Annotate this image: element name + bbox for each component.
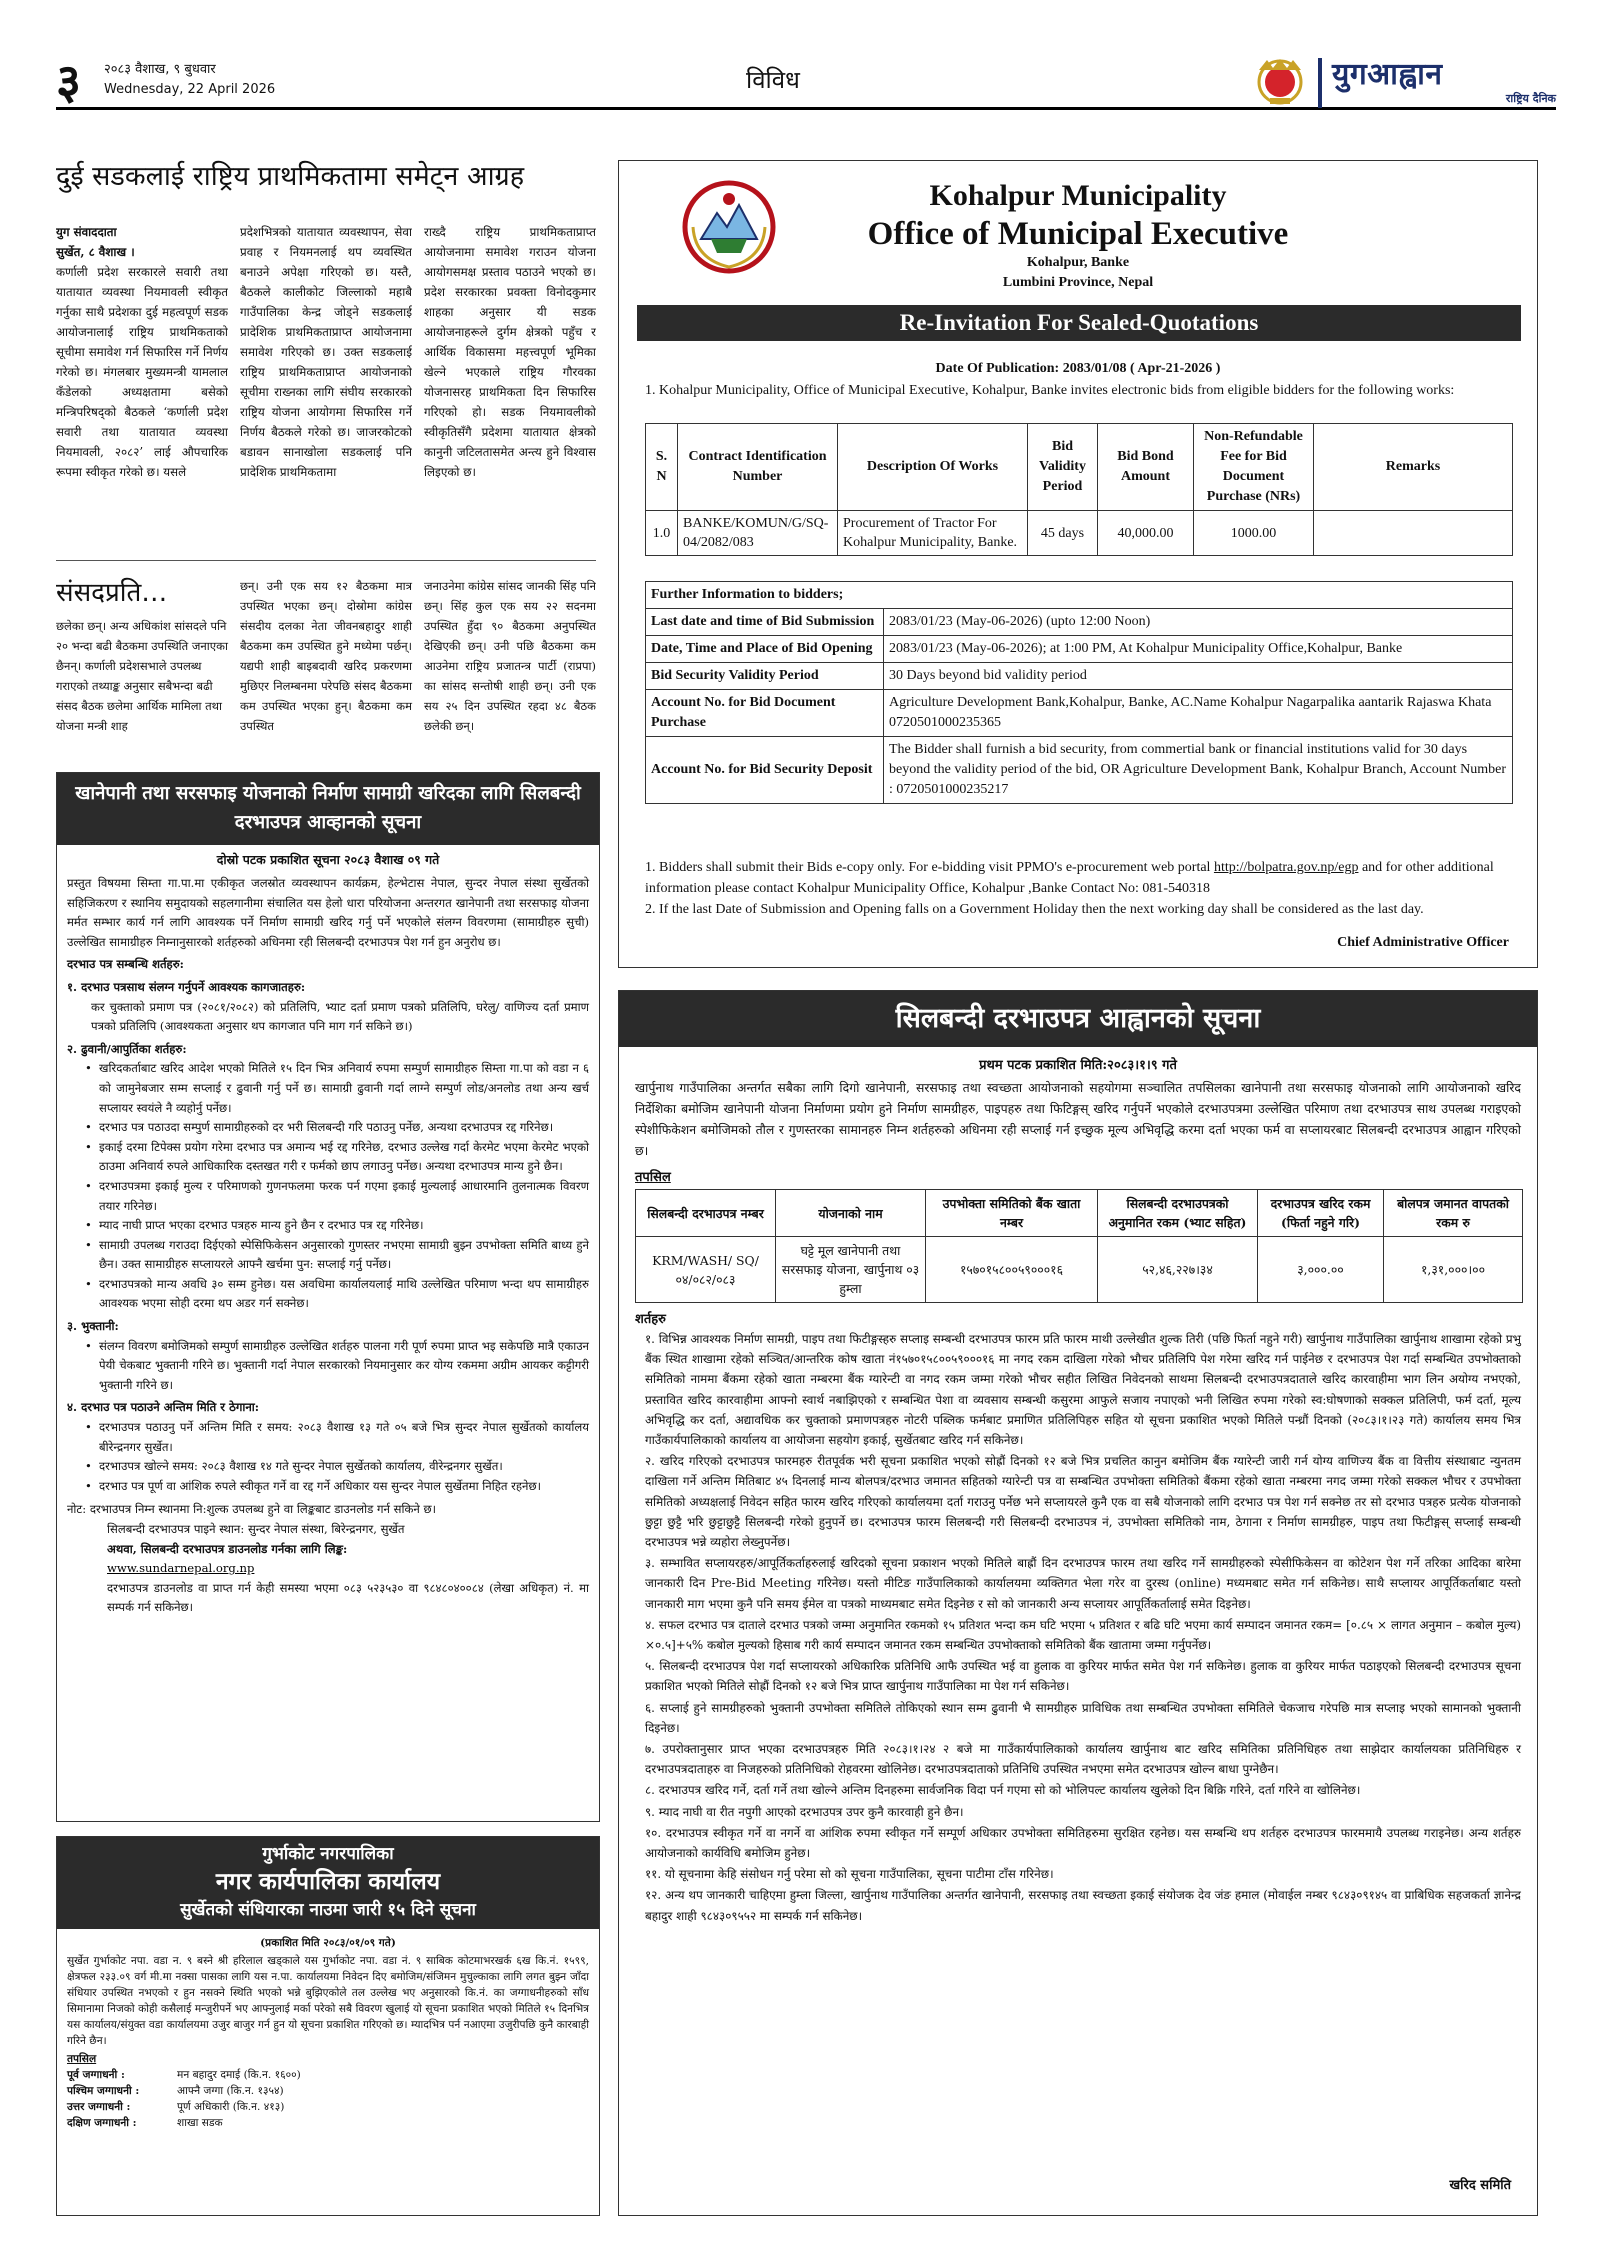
condition-item: ४. सफल दरभाउ पत्र दाताले दरभाउ पत्रको जम्मा अनुमानित रकमको १५ प्रतिशत भन्दा कम घटि भएमा ५ प्रतिशत र बढि घटि भएमा कार्य सम्पादन जमानत रकम= [०.८५ × लागत अनुमान – कबोल मुल्य) ×०.५]+५% कबोल मुल्यको हिसाब गरी कार्य सम्पादन जमानत रकम सम्बन्धित उपभोक्ताको समितिको बैंक खातामा जम्मा गर्नुपर्नेछ। <box>645 1617 1521 1653</box>
notice-intro: प्रस्तुत विषयमा सिम्ता गा.पा.मा एकीकृत जलस्रोत व्यवस्थापन कार्यक्रम, हेल्भेटास नेपाल, सुन्दर नेपाल संस्था सुर्खेतको सहिजिकरण र स्थानिय समुदायको सहलगानीमा संचालित यस हेलो धारा परियोजना अन्तरगत खानेपानी तथा सरसफाइ योजना मर्मत सम्भार कार्य गर्न लागि आवश्यक पर्ने निर्माण सामाग्री खरिद गर्नु पर्ने भएकोले संलग्न विवरणमा (सामाग्रीहरु सुची) उल्लेखित सामाग्रीहरु निम्नानुसारको शर्तहरुको अधिनमा रही सिलबन्दी दरभाउपत्र पेश गर्न हुन अनुरोध छ। <box>67 876 589 949</box>
table-cell: Further Information to bidders; <box>646 582 1513 609</box>
news-article <box>56 222 596 552</box>
info-key: Account No. for Bid Security Deposit <box>646 737 884 804</box>
signatory: खरिद समिति <box>1449 2178 1511 2193</box>
kohalpur-notice <box>618 160 1538 968</box>
boundary-value: मन बहादुर दमाई (कि.न. १६००) <box>177 2069 301 2081</box>
municipality-title: Kohalpur Municipality <box>929 179 1227 212</box>
column-header: बोलपत्र जमानत वापतको रकम रु <box>1384 1190 1523 1237</box>
info-value: The Bidder shall furnish a bid security, from commertial bank or financial institutions valid for 30 days beyond the validity period of the bid, OR Agriculture Development Bank, Kohalpur Branch, Account Number : 0720501000235217 <box>884 737 1513 804</box>
list-item: • दरभाउ पत्र पूर्ण वा आंशिक रुपले स्वीकृत गर्ने वा रद्द गर्ने अधिकार यस सुन्दर नेपाल सुर्खेतमा निहित रहनेछ। <box>67 1477 589 1497</box>
tapsil-label: तपसिल <box>635 1170 671 1185</box>
boundary-value: शाखा सडक <box>177 2117 223 2129</box>
news-article-continued <box>56 576 596 760</box>
notice-text: सुर्खेत गुर्भाकोट नपा. वडा न. ९ बस्ने श्री हरिलाल खड्काले यस गुर्भाकोट नपा. वडा नं. ९ साबिक कोटमाभरखर्क ६ख कि.नं. १५९९, क्षेत्रफल २३३.०९ वर्ग मी.मा नक्सा पासका लागि यस न.पा. कार्यालयमा निवेदन दिए बमोजिम/संजिमन मुचुल्काका लागि लगत बुझ्न जाँदा संधियार उपस्थित नभएको र हुन नसक्ने स्थिति भएको भन्ने बुझिएकोले तल उल्लेख भए अनुसारको कि.नं. का जग्गाधनीहरुको साँध सिमानामा निजको कोही कसैलाई मन्जुरीपर्ने भए आफ्नुलाई मर्का परेको सबै विवरण खुलाई यो सूचना प्रकाशित भएको मितिले १५ दिनभित्र यस कार्यालय/संयुक्त वडा कार्यालयमा उजुर बाजुर गर्न हुन यो सूचना प्रकाशित गरिएको छ। म्यादभित्र पर्न नआएमा उजुरीपछि कुनै कारबाही गरिने छैन। <box>67 1955 589 2047</box>
table-row <box>646 663 1513 690</box>
notice-title: Re-Invitation For Sealed-Quotations <box>637 305 1521 341</box>
table-header-row <box>636 1190 1523 1237</box>
notice-note: नोट: दरभाउपत्र निम्न स्थानमा नि:शुल्क उपलब्ध हुने वा लिङ्कबाट डाउनलोड गर्न सकिने छ। <box>67 1502 436 1517</box>
newspaper-masthead <box>1318 58 1556 108</box>
list-item: • दरभाउ पत्र पठाउदा सम्पुर्ण सामाग्रीहरुको दर भरी सिलबन्दी गरि पठाउनु पर्नेछ, अन्यथा दरभाउपत्र रद्द गरिनेछ। <box>67 1118 589 1138</box>
list-item: • संलग्न विवरण बमोजिमको सम्पुर्ण सामाग्रीहरु उल्लेखित शर्तहरु पालना गरी पूर्ण रुपमा प्राप्त भइ सकेपछि मात्रै एकाउन पेयी चेकबाट भुक्तानी गरिने छ। भुक्तानी गर्दा नेपाल सरकारको नियमानुसार कर योग्य रकममा अग्रीम आयकर कट्टीगरी भुक्तानी गरिने छ। <box>67 1337 589 1396</box>
list-item: • इकाई दरमा टिपेक्स प्रयोग गरेमा दरभाउ पत्र अमान्य भई रद्द गरिनेछ, दरभाउ उल्लेख गर्दा केरमेट भएमा केरमेट भएको ठाउमा अनिवार्य रुपले आधिकारिक दस्तखत गरी र फर्मको छाप लगाउनु पर्नेछ। अन्यथा दरभाउपत्र मान्य हुने छैन। <box>67 1138 589 1177</box>
news-column-2: छन्। उनी एक सय १२ बैठकमा मात्र उपस्थित भएका छन्। दोस्रोमा कांग्रेस संसदीय दलका नेता जीवनबहादुर शाही बैठकमा कम उपस्थित हुने मध्येमा पर्छन्। यद्यपी शाही बाइबदावी खरिद प्रकरणमा मुछिएर निलम्बनमा परेपछि संसद बैठकमा कम उपस्थित भएका हुन्। बैठकमा कम उपस्थित <box>240 579 412 733</box>
kharpunath-notice <box>618 990 1538 2216</box>
note-2: 2. If the last Date of Submission and Opening falls on a Government Holiday then the next working day shall be considered as the last day. <box>645 902 1424 917</box>
news-column-1: छलेका छन्। अन्य अधिकांश सांसदले पनि २० भन्दा बढी बैठकमा उपस्थिति जनाएका छैनन्। कर्णाली प्रदेशसभाले उपलब्ध गराएको तथ्याङ्क अनुसार सबैभन्दा बढी संसद बैठक छलेमा आर्थिक मामिला तथा योजना मन्त्री शाह <box>56 619 228 733</box>
condition-item: ५. सिलबन्दी दरभाउपत्र पेश गर्दा सप्लायरको अधिकारिक प्रतिनिधि आफै उपस्थित भई वा हुलाक वा कुरियर मार्फत समेत पेश गर्न सकिनेछ। हुलाक वा कुरियर मार्फत पठाइएको सिलबन्दी दरभाउपत्र सूचना प्रकाशित भएको मितिले सोह्रौं दिनको १२ बजे भित्र प्राप्त खार्पुनाथ गाउँपालिका मा पेश गर्न सकिनेछ। <box>645 1659 1521 1694</box>
condition-item: ९. म्याद नाघी वा रीत नपुगी आएको दरभाउपत्र उपर कुनै कारवाही हुने छैन। <box>645 1804 964 1819</box>
boundary-value: पूर्ण अधिकारी (कि.न. ४१३) <box>177 2101 285 2113</box>
office-title: Office of Municipal Executive <box>867 216 1289 252</box>
anniversary-badge-icon <box>1253 56 1307 106</box>
page-header <box>56 56 1556 110</box>
column-header: S. N <box>646 424 678 511</box>
news-byline: युग संवाददाता <box>56 225 117 239</box>
info-key: Account No. for Bid Document Purchase <box>646 690 884 737</box>
column-header: Bid Validity Period <box>1028 424 1098 511</box>
column-header: सिलबन्दी दरभाउपत्र नम्बर <box>636 1190 776 1237</box>
column-header: दरभाउपत्र खरिद रकम (फिर्ता नहुने गरि) <box>1258 1190 1384 1237</box>
notice-title: सिलबन्दी दरभाउपत्र आह्वानको सूचना <box>619 991 1537 1047</box>
address-line-1: Kohalpur, Banke <box>1026 255 1130 270</box>
notice-publish-date: (प्रकाशित मिति २०८३/०१/०९ गते) <box>260 1937 396 1949</box>
condition-item: १. विभिन्न आवश्यक निर्माण सामग्री, पाइप तथा फिटीङ्गस्हरु सप्लाइ सम्बन्धी दरभाउपत्र फारम प्रति फारम माथी उल्लेखीत शुल्क तिरी (पछि फिर्ता नहुने गरी) खार्पुनाथ गाउँपालिका खार्पुनाथ शाखामा रहेको प्रभु बैंक स्थित शाखामा रहेको सञ्चित/आन्तरिक कोष खाता नं१५७०१५८००५९०००१६ मा नगद रकम दाखिला गरेको भौचर प्रतिलिपि पेश गरेमा खरिद गर्न पाईनेछ र दरभाउपत्र पेश गर्दा सम्बन्धित उपभोक्ताको समितिको नाममा बैंकमा रहेको खाता नम्बरमा बैंक ग्यारेन्टी वा नगद रकम जम्मा गरेको भौचर सहीत लिखित निवेदनको साथमा सिलबन्दी दरभाउपत्रदाताले खरिद कारवाहीमा भाग लिन अयोग्य नभएको, प्रस्तावित खरिद कारवाहीमा आफ्नो स्वार्थ नबाझिएको र सम्बन्धित पेशा वा व्यवसाय सम्बन्धी कसुरमा आफुले सजाय नपाएको भनी लिखित रुपमा गरेको स्व:घोषणाको सक्कल प्रतिलिपी, फर्म दर्ता, मूल्य अभिवृद्धि कर दर्ता, अद्यावधिक कर चुक्ताको प्रमाणपत्रहरु नोटरी पब्लिक फर्मबाट प्रमाणित प्रतिलिपिहरु सहित यो सूचना प्रकाशित भएको मितिले पन्ध्रौं दिनको (२०८३।१।२३ गते) कार्यालय समय भित्र गाउँकार्यपालिकाको कार्यालय वा आयोजना सहयोग इकाई, सुर्खेतबाट खरिद गर्न सकिनेछ। <box>645 1332 1521 1448</box>
table-cell: KRM/WASH/ SQ/०४/०८२/०८३ <box>636 1237 776 1303</box>
boundary-row <box>67 2099 589 2115</box>
news-continued-headline: संसदप्रति… <box>56 578 168 608</box>
table-cell: ३,०००.०० <box>1258 1237 1384 1303</box>
boundary-value: आफ्नै जग्गा (कि.न. १३५४) <box>177 2085 284 2097</box>
notice-body <box>57 1929 599 2137</box>
condition-item: ११. यो सूचनामा केहि संसोधन गर्नु परेमा सो को सूचना गाउँपालिका, सूचना पाटीमा टाँस गरिनेछ। <box>645 1867 1054 1882</box>
table-row <box>646 582 1513 609</box>
section-heading: ३. भुक्तानी: <box>67 1319 119 1334</box>
notice-intro: 1. Kohalpur Municipality, Office of Municipal Executive, Kohalpur, Banke invites electronic bids from eligible bidders for the following works: <box>645 383 1455 398</box>
issue-date-english: Wednesday, 22 April 2026 <box>104 82 276 97</box>
column-header: उपभोक्ता समितिको बैंक खाता नम्बर <box>926 1190 1098 1237</box>
notice-publish-date: प्रथम पटक प्रकाशित मिति:२०८३।१।९ गते <box>979 1058 1177 1073</box>
note-text: 1. Bidders shall submit their Bids e-copy only. For e-bidding visit PPMO's e-procurement web portal <box>645 860 1214 875</box>
column-header: Remarks <box>1314 424 1513 511</box>
condition-item: ६. सप्लाई हुने सामग्रीहरुको भुक्तानी उपभोक्ता समितिले तोकिएको स्थान सम्म ढुवानी भै सामग्रीहरु प्राविधिक तथा सम्बन्धित उपभोक्ता समितिले चेकजाच गरेपछि मात्र सप्लाइ भएको सामानको भुक्तानी दिइनेछ। <box>645 1700 1521 1735</box>
table-cell: Procurement of Tractor For Kohalpur Municipality, Banke. <box>838 511 1028 556</box>
list-item: • सामाग्री उपलब्ध गराउदा दिईएको स्पेसिफिकेसन अनुसारको गुणस्तर नभएमा सामाग्री बुझ्न उपभोक्ता समिति बाध्य हुने छैन। उक्त सामाग्रीहरु सप्लायरले आफ्नै खर्चमा पुन: सप्लाई गर्नु पर्नेछ। <box>67 1236 589 1275</box>
news-column-1 <box>56 222 228 552</box>
info-key: Date, Time and Place of Bid Opening <box>646 636 884 663</box>
table-cell: BANKE/KOMUN/G/SQ-04/2082/083 <box>678 511 838 556</box>
notice-title: खानेपानी तथा सरसफाइ योजनाको निर्माण सामाग्री खरिदका लागि सिलबन्दी दरभाउपत्र आव्हानको सूचना <box>57 773 599 845</box>
contract-table <box>645 423 1513 556</box>
news-headline: दुई सडकलाई राष्ट्रिय प्राथमिकतामा समेट्न आग्रह <box>56 161 525 192</box>
condition-item: १२. अन्य थप जानकारी चाहिएमा हुम्ला जिल्ला, खार्पुनाथ गाउँपालिका अन्तर्गत खानेपानी, सरसफाइ तथा स्वच्छता इकाई संयोजक देव जंङ हमाल (मोवाईल नम्बर ९८४३०९१४५ वा प्राबिधिक सहजकर्ता ज्ञानेन्द्र बहादुर शाही ९८४३०९५५२ मा सम्पर्क गर्न सकिनेछ। <box>645 1888 1521 1923</box>
table-cell: 1.0 <box>646 511 678 556</box>
table-row <box>636 1237 1523 1303</box>
boundary-key: उत्तर जग्गाधनी : <box>67 2101 131 2113</box>
address-line-2: Lumbini Province, Nepal <box>1002 275 1154 290</box>
column-header: सिलबन्दी दरभाउपत्रको अनुमानित रकम (भ्याट सहित) <box>1098 1190 1258 1237</box>
conditions-title: शर्तहरु <box>635 1312 666 1327</box>
table-cell: १५७०१५८००५९०००१६ <box>926 1237 1098 1303</box>
notice-intro: खार्पुनाथ गाउँपालिका अन्तर्गत सबैका लागि दिगो खानेपानी, सरसफाइ तथा स्वच्छता आयोजनाको सहयोगमा सञ्चालित तपसिलका खानेपानी तथा सरसफाइ योजनाको लागि आयोजनाको खरिद निर्देशिका बमोजिम खानेपानी योजना निर्माणमा प्रयोग हुने निर्माण सामग्रीहरु, पाइपहरु तथा फिटिङ्गस् खरिद गर्नुपर्ने भएकोले दरभाउपत्रमा उल्लेखित परिमाण तथा दरभाउपत्र साथ उपलब्ध गराइएको स्पेशीफिकेशन बमोजिमको तौल र गुणस्तरका सामानहरु निम्न शर्तहरुको अधिनमा रही सप्लाई गर्न इच्छुक मूल्य अभिवृद्धि करमा दर्ता भएका फर्म वा सप्लायरबाट सिलबन्दी दरभाउपत्र आह्वान गरिएको छ। <box>635 1080 1521 1158</box>
list-item: • दरभाउपत्र खोल्ने समय: २०८३ वैशाख १४ गते सुन्दर नेपाल सुर्खेतको कार्यालय, वीरेन्द्रनगर सुर्खेत। <box>67 1457 589 1477</box>
boundary-row <box>67 2083 589 2099</box>
condition-item: ३. सम्भावित सप्लायरहरु/आपूर्तिकर्ताहरुलाई खरिदको सूचना प्रकाशन भएको मितिले बाह्रौं दिन दरभाउपत्र फारम तथा खरिद गर्ने सामग्रीहरुको स्पेसीफिकेसन वा कोटेशन पेश गर्ने तरिका आदिका बारेमा जानकारी दिन Pre-Bid Meeting गरिनेछ। यस्तो मीटिङ गाउँपालिकाको कार्यालयमा व्यक्तिगत भेला गरेर वा दुरस्थ (online) मध्यमबाट समेत गर्न सकिनेछ। साथै सप्लायर आपूर्तिकर्ताबाट यस्तो जानकारी माग भएमा कुनै पनि समय ईमेल वा पत्रको माध्यमबाट समेत दिइनेछ र सो को जानकारी अन्य सप्लायर आपूर्तिकर्तालाई समेत दिइनेछ। <box>645 1556 1521 1611</box>
section-heading: ४. दरभाउ पत्र पठाउने अन्तिम मिति र ठेगाना: <box>67 1400 260 1415</box>
table-row <box>646 737 1513 804</box>
section-name: विविध <box>746 66 800 94</box>
tapsil-label: तपसिल <box>67 2053 97 2065</box>
column-header: Bid Bond Amount <box>1098 424 1194 511</box>
table-cell: घट्टे मूल खानेपानी तथा सरसफाइ योजना, खार्पुनाथ ०३ हुम्ला <box>776 1237 926 1303</box>
column-header: Description Of Works <box>838 424 1028 511</box>
notice-publish-date: Date Of Publication: 2083/01/08 ( Apr-21-2026 ) <box>935 361 1221 376</box>
table-cell: 40,000.00 <box>1098 511 1194 556</box>
boundary-key: दक्षिण जग्गाधनी : <box>67 2117 137 2129</box>
note-1 <box>645 857 1513 899</box>
egp-portal-link[interactable]: http://bolpatra.gov.np/egp <box>1213 860 1359 875</box>
info-value: 2083/01/23 (May-06-2026) (upto 12:00 Noon) <box>884 609 1513 636</box>
table-row <box>646 609 1513 636</box>
news-column-3: राख्दै राष्ट्रिय प्राथमिकताप्राप्त आयोजनामा समावेश गराउन योजना आयोगसमक्ष प्रस्ताव पठाउने भएको छ। प्रदेश सरकारका प्रवक्ता विनोदकुमार शाहका अनुसार यी सडक आयोजनाहरूले दुर्गम क्षेत्रको पहुँच र आर्थिक विकासमा महत्त्वपूर्ण भूमिका खेल्ने भएकाले राष्ट्रिय गौरवका योजनासरह प्राथमिकता दिन सिफारिस गरिएको हो। सडक नियमावलीको स्वीकृतिसँगै प्रदेशमा यातायात क्षेत्रको कानुनी जटिलतासमेत अन्त्य हुने विश्वास लिइएको छ। <box>424 225 596 479</box>
news-dateline: सुर्खेत, ८ वैशाख । <box>56 245 135 259</box>
notice-note-download: अथवा, सिलबन्दी दरभाउपत्र डाउनलोड गर्नका लागि लिङ्क: <box>107 1541 348 1556</box>
notice-banner <box>57 1837 599 1929</box>
table-row <box>646 690 1513 737</box>
boundary-row <box>67 2115 589 2131</box>
news-text: कर्णाली प्रदेश सरकारले सवारी तथा यातायात व्यवस्था नियमावली स्वीकृत गर्नुका साथै प्रदेशका दुई महत्वपूर्ण सडक आयोजनालाई राष्ट्रिय प्राथमिकताको सूचीमा समावेश गर्न सिफारिस गर्ने निर्णय गरेको छ। मंगलबार मुख्यमन्त्री यामलाल कँडेलको अध्यक्षतामा बसेको मन्त्रिपरिषद्को बैठकले ‘कर्णाली प्रदेश सवारी तथा यातायात व्यवस्था नियमावली, २०८२’ लाई औपचारिक रूपमा स्वीकृत गरेको छ। यसले <box>56 265 228 479</box>
masthead-title: युगआह्वान <box>1332 57 1443 92</box>
download-link[interactable]: www.sundarnepal.org.np <box>107 1561 255 1576</box>
info-key: Last date and time of Bid Submission <box>646 609 884 636</box>
divider <box>56 560 596 561</box>
column-header: योजनाको नाम <box>776 1190 926 1237</box>
info-key: Bid Security Validity Period <box>646 663 884 690</box>
notice-body <box>57 870 599 1618</box>
info-value: Agriculture Development Bank,Kohalpur, Banke, AC.Name Kohalpur Nagarpalika aantarik Rajaswa Khata 0720501000235365 <box>884 690 1513 737</box>
notice-publish-date: दोस्रो पटक प्रकाशित सूचना २०८३ वैशाख ०९ गते <box>216 852 440 867</box>
condition-item: २. खरिद गरिएको दरभाउपत्र फारमहरु रीतपूर्वक भरी सूचना प्रकाशित भएको सोह्रौं दिनको १२ बजे भित्र प्रचलित कानुन बमोजिम बैंक ग्यारेन्टी जारी गर्न योग्य वाणिज्य बैंक वा वित्तीय संस्थाबाट न्युनतम दाखिला गर्ने अन्तिम मितिबाट ४५ दिनलाई मान्य बोलपत्र/दरभाउ जमानत सहितको ग्यारेन्टी पत्र वा सम्बन्धित उपभोक्ता समितिको बैंकमा रहेको खाता नम्बरमा नगद जम्मा गरेको सक्कल भौचर र उपभोक्ता समितिको अध्यक्षलाई निवेदन सहित फारम खरिद गरिएको कार्यालयमा दर्ता गराउनु पर्नेछ भने सप्लायरले कुनै एक वा सबै योजनाको लागि दरभाउ पत्र पेश गर्न सक्नेछ तर सो दरभाउ पत्रहरु प्रत्येक योजनाको छुट्टा छुट्टै भरि छुट्टाछुट्टै सिलबन्दी गरेको हुनुपर्ने छ। दरभाउपत्र फारम सिलबन्दी गरी सिलबन्दी दरभाउपत्र नं, उपभोक्ता समितिको नाम, ठेगाना र निर्माण सामग्रीहरु, पाइप तथा फिटीङ्गस् सप्लाई सम्बन्धी दरभाउपत्र भन्ने व्यहोरा लेख्नुपर्नेछ। <box>645 1454 1521 1550</box>
table-cell: 1000.00 <box>1194 511 1314 556</box>
office-name: नगर कार्यपालिका कार्यालय <box>215 1869 441 1895</box>
column-header: Contract Identification Number <box>678 424 838 511</box>
issue-date <box>104 60 275 100</box>
section-text: कर चुक्ताको प्रमाण पत्र (२०८१/२०८२) को प्रतिलिपि, भ्याट दर्ता प्रमाण पत्रको प्रतिलिपि, घरेलु/ वाणिज्य दर्ता प्रमाण पत्रको प्रतिलिपि (आवश्यकता अनुसार थप कागजात पनि माग गर्न सकिने छ।) <box>91 999 589 1034</box>
list-item: • खरिदकर्ताबाट खरिद आदेश भएको मितिले १५ दिन भित्र अनिवार्य रुपमा सम्पुर्ण सामाग्रीहरु सिम्ता गा.पा को वडा न ६ को जामुनेबजार सम्म सप्लाई र ढुवानी गर्नु पर्ने छ। सामाग्री ढुवानी गर्दा लाग्ने सम्पुर्ण लोड/अनलोड तथा अन्य खर्च सप्लायर स्वयंले नै व्यहोर्नु पर्नेछ। <box>67 1059 589 1118</box>
page-number: ३ <box>56 54 81 110</box>
news-column-3: जनाउनेमा कांग्रेस सांसद जानकी सिंह पनि छन्। सिंह कुल एक सय २२ सदनमा उपस्थित हुँदा ९० बैठकमा अनुपस्थित देखिएकी छन्। उनी पछि बैठकमा कम आउनेमा राष्ट्रिय प्रजातन्त्र पार्टी (राप्रपा) का सांसद सन्तोषी शाही छन्। उनी एक सय २५ दिन उपस्थित रहदा ४८ बैठक छलेकी छन्। <box>424 579 596 733</box>
list-item: • दरभाउपत्रमा इकाई मुल्य र परिमाणको गुणनफलमा फरक पर्न गएमा इकाई मुल्यलाई आधारमानि तुलनात्मक विवरण तयार गरिनेछ। <box>67 1177 589 1216</box>
table-cell: १,३१,०००।०० <box>1384 1237 1523 1303</box>
list-item: • दरभाउपत्रको मान्य अवधि ३० सम्म हुनेछ। यस अवधिमा कार्यालयलाई माथि उल्लेखित परिमाण भन्दा थप सामाग्रीहरु आवश्यक भएमा सोही दरमा थप अडर गर्न सक्नेछ। <box>67 1275 589 1314</box>
section-heading: १. दरभाउ पत्रसाथ संलग्न गर्नुपर्ने आवश्यक कागजातहरु: <box>67 979 306 994</box>
terms-title: दरभाउ पत्र सम्बन्धि शर्तहरु: <box>67 957 184 972</box>
notice-title: सुर्खेतको संधियारका नाउमा जारी १५ दिने सूचना <box>180 1900 476 1920</box>
info-value: 2083/01/23 (May-06-2026); at 1:00 PM, At Kohalpur Municipality Office,Kohalpur, Banke <box>884 636 1513 663</box>
notice-note-contact: दरभाउपत्र डाउनलोड वा प्राप्त गर्न केही समस्या भएमा ०८३ ५२३५३० वा ९८४८०४००८४ (लेखा अधिकृत) नं. मा सम्पर्क गर्न सकिनेछ। <box>107 1580 589 1615</box>
condition-item: ७. उपरोक्तानुसार प्राप्त भएका दरभाउपत्रहरु मिति २०८३।१।२४ २ बजे मा गाउँकार्यपालिकाको कार्यालय खार्पुनाथ बाट खरिद समितिका प्रतिनिधिहरु तथा साझेदार कार्यालयका प्रतिनिधिहरु र दरभाउपत्रदाताहरु वा निजहरुको प्रतिनिधिको रोहवरमा खोलिनेछ। दरभाउपत्रदाताको प्रतिनिधि उपस्थित नभएमा समेत दरभाउपत्र खोल्न बाधा पुग्नेछैन। <box>645 1742 1521 1777</box>
condition-item: ८. दरभाउपत्र खरिद गर्ने, दर्ता गर्ने तथा खोल्ने अन्तिम दिनहरुमा सार्वजनिक विदा पर्न गएमा सो को भोलिपल्ट कार्यालय खुलेको दिन बिक्रि गरिने, दर्ता गरिने वा खोलिनेछ। <box>645 1783 1361 1798</box>
water-tender-notice <box>56 772 600 1822</box>
condition-item: १०. दरभाउपत्र स्वीकृत गर्ने वा नगर्ने वा आंशिक रुपमा स्वीकृत गर्ने सम्पूर्ण अधिकार उपभोक्ता समितिहरुमा सुरक्षित रहनेछ। यस सम्बन्धि थप शर्तहरु दरभाउपत्र फारममायै उपलब्ध गराइनेछ। अन्य शर्तहरु आयोजनाको कार्यविधि बमोजिम हुनेछ। <box>645 1825 1521 1861</box>
conditions-list <box>619 1329 1537 1926</box>
table-row <box>646 636 1513 663</box>
list-item: • म्याद नाघी प्राप्त भएका दरभाउ पत्रहरु मान्य हुने छैन र दरभाउ पत्र रद्द गरिनेछ। <box>67 1216 589 1236</box>
boundary-row <box>67 2067 589 2083</box>
section-heading: २. ढुवानी/आपुर्तिका शर्तहरु: <box>67 1041 187 1056</box>
bidder-info-table <box>645 581 1513 804</box>
notice-notes <box>645 857 1513 920</box>
table-cell: ५२,४६,२२७।३४ <box>1098 1237 1258 1303</box>
note-text: and for other additional information please contact Kohalpur Municipality Office, Kohalpur ,Banke Contact No: 081-540318 <box>645 860 1494 896</box>
table-cell <box>1314 511 1513 556</box>
quotation-table <box>635 1189 1523 1303</box>
column-header: Non-Refundable Fee for Bid Document Purchase (NRs) <box>1194 424 1314 511</box>
list-item: • दरभाउपत्र पठाउनु पर्ने अन्तिम मिति र समय: २०८३ वैशाख १३ गते ०५ बजे भित्र सुन्दर नेपाल सुर्खेतको कार्यालय बीरेन्द्रनगर सुर्खेत। <box>67 1418 589 1457</box>
gurbhakot-notice <box>56 1836 600 2216</box>
table-cell: 45 days <box>1028 511 1098 556</box>
notice-note-location: सिलबन्दी दरभाउपत्र पाइने स्थान: सुन्दर नेपाल संस्था, बिरेन्द्रनगर, सुर्खेत <box>107 1522 405 1536</box>
news-column-2: प्रदेशभित्रको यातायात व्यवस्थापन, सेवा प्रवाह र नियमनलाई थप व्यवस्थित बनाउने अपेक्षा गरिएको छ। यस्तै, बैठकले कालीकोट जिल्लाको महाबै गाउँपालिका केन्द्र जोड्ने सडकलाई प्रादेशिक प्राथमिकताप्राप्त आयोजनामा समावेश गरिएको छ। उक्त सडकलाई राष्ट्रिय प्राथमिकताप्राप्त आयोजनाको सूचीमा राख्नका लागि संघीय सरकारको राष्ट्रिय योजना आयोगमा सिफारिस गर्ने निर्णय बैठकले गरेको छ। जाजरकोटको बडावन सानाखोला सडकलाई पनि प्रादेशिक प्राथमिकतामा <box>240 225 412 479</box>
info-value: 30 Days beyond bid validity period <box>884 663 1513 690</box>
table-row <box>646 511 1513 556</box>
issue-date-nepali: २०८३ वैशाख, ९ बुधवार <box>104 62 216 77</box>
municipality-name: गुर्भाकोट नगरपालिका <box>262 1844 394 1864</box>
table-header-row <box>646 424 1513 511</box>
signatory: Chief Administrative Officer <box>1337 935 1509 950</box>
boundary-key: पूर्व जग्गाधनी : <box>67 2069 125 2081</box>
masthead-subtitle: राष्ट्रिय दैनिक <box>1505 92 1556 105</box>
boundary-key: पश्चिम जग्गाधनी : <box>67 2085 140 2097</box>
